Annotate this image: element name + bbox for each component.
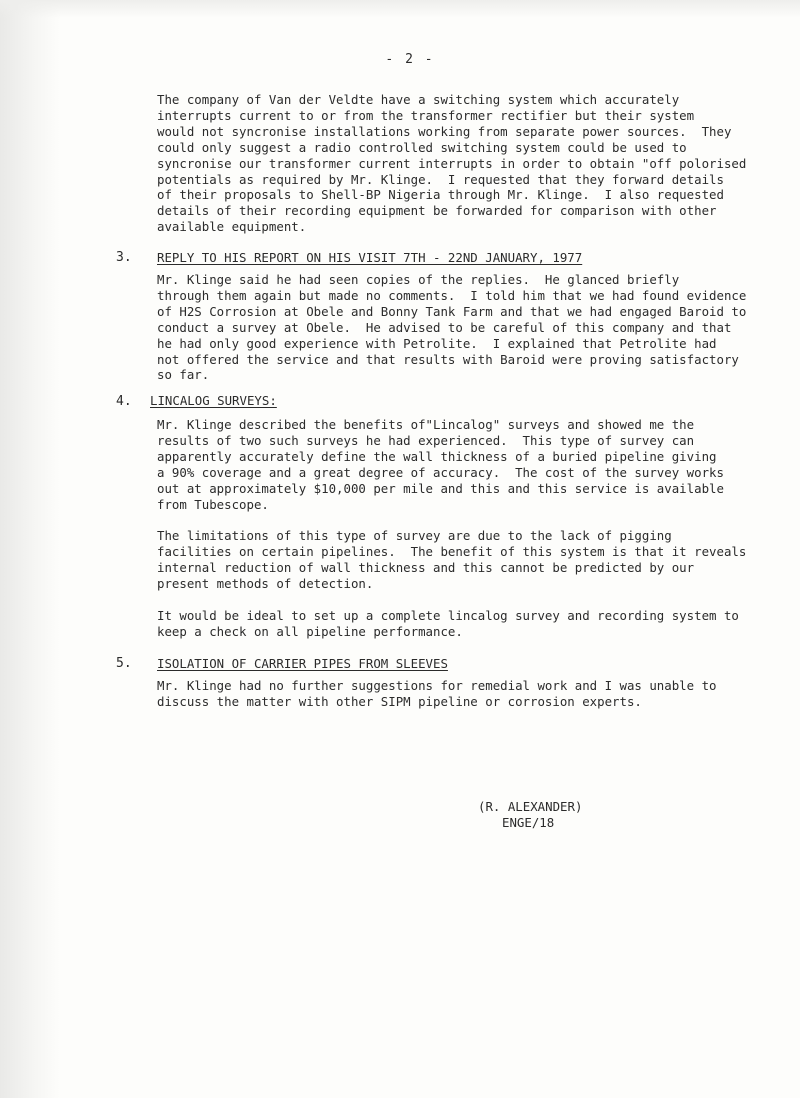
- intro-line-4: could only suggest a radio controlled switching system could be used to: [157, 139, 687, 155]
- section-5-number: 5.: [116, 656, 132, 671]
- section-3-line-7: so far.: [157, 367, 210, 383]
- section-3-line-5: he had only good experience with Petrolite. I explained that Petrolite had: [157, 335, 717, 351]
- paper-top-shadow: [0, 0, 800, 18]
- section-3-line-1: Mr. Klinge said he had seen copies of the replies. He glanced briefly: [157, 272, 680, 287]
- section-4-p1-line-6: from Tubescope.: [157, 496, 269, 512]
- section-4-p1-line-2: results of two such surveys he had experienced. This type of survey can: [157, 432, 695, 448]
- section-5-line-1: Mr. Klinge had no further suggestions for remedial work and I was unable to: [157, 678, 717, 693]
- intro-line-9: available equipment.: [157, 219, 307, 235]
- intro-line-3: would not syncronise installations working from separate power sources. They: [157, 123, 732, 139]
- section-4-p2-line-3: internal reduction of wall thickness and this cannot be predicted by our: [157, 559, 695, 575]
- section-5-line-2: discuss the matter with other SIPM pipeline or corrosion experts.: [157, 693, 642, 709]
- section-4-paragraph-1: [157, 417, 724, 512]
- section-4-paragraph-3: [157, 608, 739, 640]
- section-4-p3-line-2: keep a check on all pipeline performance.: [157, 623, 463, 639]
- section-3-line-3: of H2S Corrosion at Obele and Bonny Tank Farm and that we had engaged Baroid to: [157, 303, 747, 319]
- section-4-p1-line-1: Mr. Klinge described the benefits of"Lincalog" surveys and showed me the: [157, 417, 695, 432]
- intro-line-2: interrupts current to or from the transformer rectifier but their system: [157, 107, 695, 123]
- section-4-p1-line-3: apparently accurately define the wall thickness of a buried pipeline giving: [157, 448, 717, 464]
- section-3-line-4: conduct a survey at Obele. He advised to be careful of this company and that: [157, 319, 732, 335]
- section-3-body: [157, 272, 746, 383]
- intro-paragraph: [157, 92, 746, 235]
- intro-line-8: details of their recording equipment be forwarded for comparison with other: [157, 203, 717, 219]
- section-4-p1-line-4: a 90% coverage and a great degree of accuracy. The cost of the survey works: [157, 464, 724, 480]
- section-4-number: 4.: [116, 394, 132, 409]
- section-4-p3-line-1: It would be ideal to set up a complete lincalog survey and recording system to: [157, 608, 739, 623]
- section-4-p2-line-2: facilities on certain pipelines. The benefit of this system is that it reveals: [157, 543, 747, 559]
- section-5-body: [157, 678, 717, 710]
- section-3-heading: REPLY TO HIS REPORT ON HIS VISIT 7TH - 22ND JANUARY, 1977: [157, 250, 583, 265]
- section-4-p2-line-4: present methods of detection.: [157, 575, 374, 591]
- signature-reference: ENGE/18: [502, 815, 555, 830]
- intro-line-1: The company of Van der Veldte have a switching system which accurately: [157, 92, 680, 107]
- intro-line-5: syncronise our transformer current interrupts in order to obtain "off polorised: [157, 155, 747, 171]
- section-4-p1-line-5: out at approximately $10,000 per mile and this and this service is available: [157, 480, 724, 496]
- section-4-p2-line-1: The limitations of this type of survey are due to the lack of pigging: [157, 528, 672, 543]
- section-5-heading: ISOLATION OF CARRIER PIPES FROM SLEEVES: [157, 656, 448, 671]
- paper-fold-shadow: [0, 0, 60, 1098]
- section-3-line-2: through them again but made no comments. I told him that we had found evidence: [157, 287, 747, 303]
- intro-line-7: of their proposals to Shell-BP Nigeria through Mr. Klinge. I also requested: [157, 187, 724, 203]
- section-4-paragraph-2: [157, 528, 746, 592]
- signature-name: (R. ALEXANDER): [478, 799, 583, 814]
- section-3-line-6: not offered the service and that results with Baroid were proving satisfactory: [157, 351, 739, 367]
- intro-line-6: potentials as required by Mr. Klinge. I requested that they forward details: [157, 171, 724, 187]
- page-number: - 2 -: [385, 52, 435, 67]
- section-3-number: 3.: [116, 250, 132, 265]
- section-4-heading: LINCALOG SURVEYS:: [150, 393, 277, 408]
